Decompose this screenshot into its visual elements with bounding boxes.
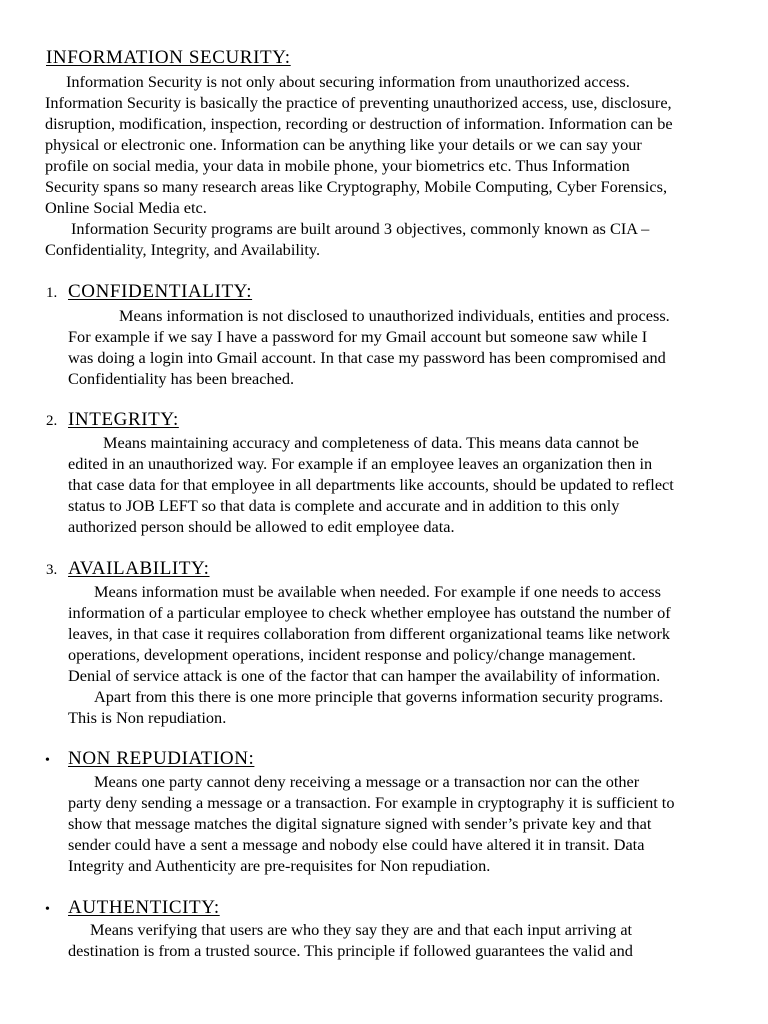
intro-line: Information Security is basically the practice of preventing unauthorized access, use, disclosure, bbox=[45, 93, 672, 112]
section-heading: AVAILABILITY: bbox=[68, 558, 210, 579]
section-line: sender could have a sent a message and nobody else could have altered it in transit. Data bbox=[68, 835, 645, 854]
intro-line: Information Security is not only about securing information from unauthorized access. bbox=[66, 72, 630, 91]
intro-line: Online Social Media etc. bbox=[45, 198, 207, 217]
intro-line: physical or electronic one. Information can be anything like your details or we can say your bbox=[45, 135, 642, 154]
section-line: Means verifying that users are who they say they are and that each input arriving at bbox=[90, 920, 633, 939]
section-line: operations, development operations, incident response and policy/change management. bbox=[68, 645, 636, 664]
section-line: Confidentiality has been breached. bbox=[68, 369, 295, 388]
section-line: For example if we say I have a password for my Gmail account but someone saw while I bbox=[68, 327, 648, 346]
section-line: Means information must be available when needed. For example if one needs to access bbox=[94, 582, 661, 601]
section-heading: NON REPUDIATION: bbox=[68, 748, 255, 769]
section-line: Means maintaining accuracy and completeness of data. This means data cannot be bbox=[103, 433, 639, 452]
section-line: This is Non repudiation. bbox=[68, 708, 227, 727]
list-number: 1. bbox=[46, 285, 58, 301]
section-line: authorized person should be allowed to edit employee data. bbox=[68, 517, 455, 536]
section-line: leaves, in that case it requires collaboration from different organizational teams like network bbox=[68, 624, 671, 643]
section-line: destination is from a trusted source. This principle if followed guarantees the valid and bbox=[68, 941, 633, 960]
list-number: 3. bbox=[46, 562, 58, 578]
section-heading: CONFIDENTIALITY: bbox=[68, 281, 253, 302]
section-line: Apart from this there is one more principle that governs information security programs. bbox=[94, 687, 664, 706]
section-line: that case data for that employee in all departments like accounts, should be updated to reflect bbox=[68, 475, 674, 494]
section-line: party deny sending a message or a transaction. For example in cryptography it is sufficient to bbox=[68, 793, 675, 812]
intro-line: disruption, modification, inspection, recording or destruction of information. Information can be bbox=[45, 114, 673, 133]
section-line: show that message matches the digital signature signed with sender’s private key and that bbox=[68, 814, 652, 833]
section-line: Denial of service attack is one of the factor that can hamper the availability of information. bbox=[68, 666, 661, 685]
list-number: 2. bbox=[46, 413, 58, 429]
intro-line: Confidentiality, Integrity, and Availability. bbox=[45, 240, 321, 259]
section-heading: AUTHENTICITY: bbox=[68, 897, 220, 918]
intro-line: Security spans so many research areas like Cryptography, Mobile Computing, Cyber Forensics, bbox=[45, 177, 668, 196]
section-line: information of a particular employee to check whether employee has outstand the number of bbox=[68, 603, 671, 622]
section-line: Means information is not disclosed to unauthorized individuals, entities and process. bbox=[119, 306, 670, 325]
section-heading: INTEGRITY: bbox=[68, 409, 179, 430]
intro-line: profile on social media, your data in mobile phone, your biometrics etc. Thus Information bbox=[45, 156, 630, 175]
section-line: status to JOB LEFT so that data is complete and accurate and in addition to this only bbox=[68, 496, 620, 515]
section-line: was doing a login into Gmail account. In that case my password has been compromised and bbox=[68, 348, 666, 367]
page-title: INFORMATION SECURITY: bbox=[46, 47, 291, 68]
section-line: Integrity and Authenticity are pre-requisites for Non repudiation. bbox=[68, 856, 491, 875]
section-line: edited in an unauthorized way. For example if an employee leaves an organization then in bbox=[68, 454, 653, 473]
bullet-marker: • bbox=[45, 753, 50, 768]
intro-line: Information Security programs are built around 3 objectives, commonly known as CIA – bbox=[71, 219, 650, 238]
bullet-marker: • bbox=[45, 902, 50, 917]
section-line: Means one party cannot deny receiving a message or a transaction nor can the other bbox=[94, 772, 640, 791]
